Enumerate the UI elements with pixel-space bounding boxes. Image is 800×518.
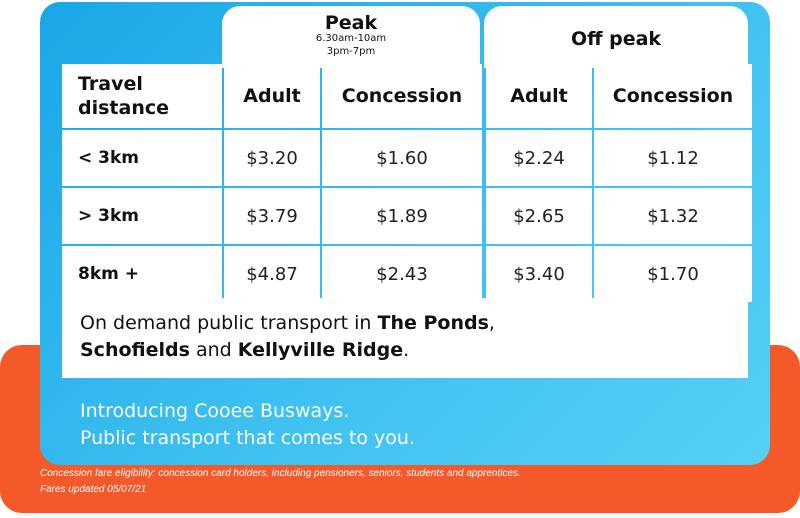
on-demand-comma: , [488, 312, 495, 334]
on-demand-and: and [189, 339, 238, 361]
peak-title: Peak [324, 12, 378, 34]
intro-line2: Public transport that comes to you. [80, 427, 415, 449]
off-peak-adult-fare: $2.24 [486, 130, 592, 186]
peak-concession-fare: $1.60 [322, 130, 482, 186]
on-demand-notice [62, 298, 748, 378]
off-peak-adult-fare: $2.65 [486, 188, 592, 244]
peak-time-evening: 3pm-7pm [326, 46, 376, 57]
on-demand-text: On demand public transport in [80, 312, 378, 334]
off-peak-header [484, 6, 748, 68]
fare-table [62, 64, 748, 296]
place-kellyville-ridge: Kellyville Ridge [237, 339, 404, 361]
peak-adult-fare: $3.79 [224, 188, 320, 244]
off-peak-adult-header: Adult [486, 64, 592, 128]
travel-distance-header-line2: distance [78, 97, 170, 119]
peak-time-morning: 6.30am-10am [315, 33, 387, 44]
off-peak-concession-fare: $1.70 [594, 246, 752, 302]
fares-updated-note: Fares updated 05/07/21 [40, 484, 147, 495]
intro-line1: Introducing Cooee Busways. [80, 400, 350, 422]
distance-label: > 3km [62, 188, 222, 244]
travel-distance-header [62, 64, 222, 128]
concession-eligibility-note: Concession fare eligibility: concession card holders, including pensioners, seniors, students and apprentices. [40, 468, 521, 479]
peak-adult-fare: $4.87 [224, 246, 320, 302]
off-peak-concession-header: Concession [594, 64, 752, 128]
place-schofields: Schofields [80, 339, 190, 361]
off-peak-concession-fare: $1.32 [594, 188, 752, 244]
intro-text [80, 398, 415, 452]
place-the-ponds: The Ponds [377, 312, 489, 334]
peak-header [222, 6, 480, 68]
peak-concession-fare: $1.89 [322, 188, 482, 244]
off-peak-adult-fare: $3.40 [486, 246, 592, 302]
travel-distance-header-line1: Travel [78, 73, 143, 95]
on-demand-period: . [403, 339, 410, 361]
off-peak-title: Off peak [570, 28, 662, 50]
peak-adult-header: Adult [224, 64, 320, 128]
off-peak-concession-fare: $1.12 [594, 130, 752, 186]
distance-label: < 3km [62, 130, 222, 186]
peak-concession-fare: $2.43 [322, 246, 482, 302]
peak-adult-fare: $3.20 [224, 130, 320, 186]
distance-label: 8km + [62, 246, 222, 302]
peak-concession-header: Concession [322, 64, 482, 128]
